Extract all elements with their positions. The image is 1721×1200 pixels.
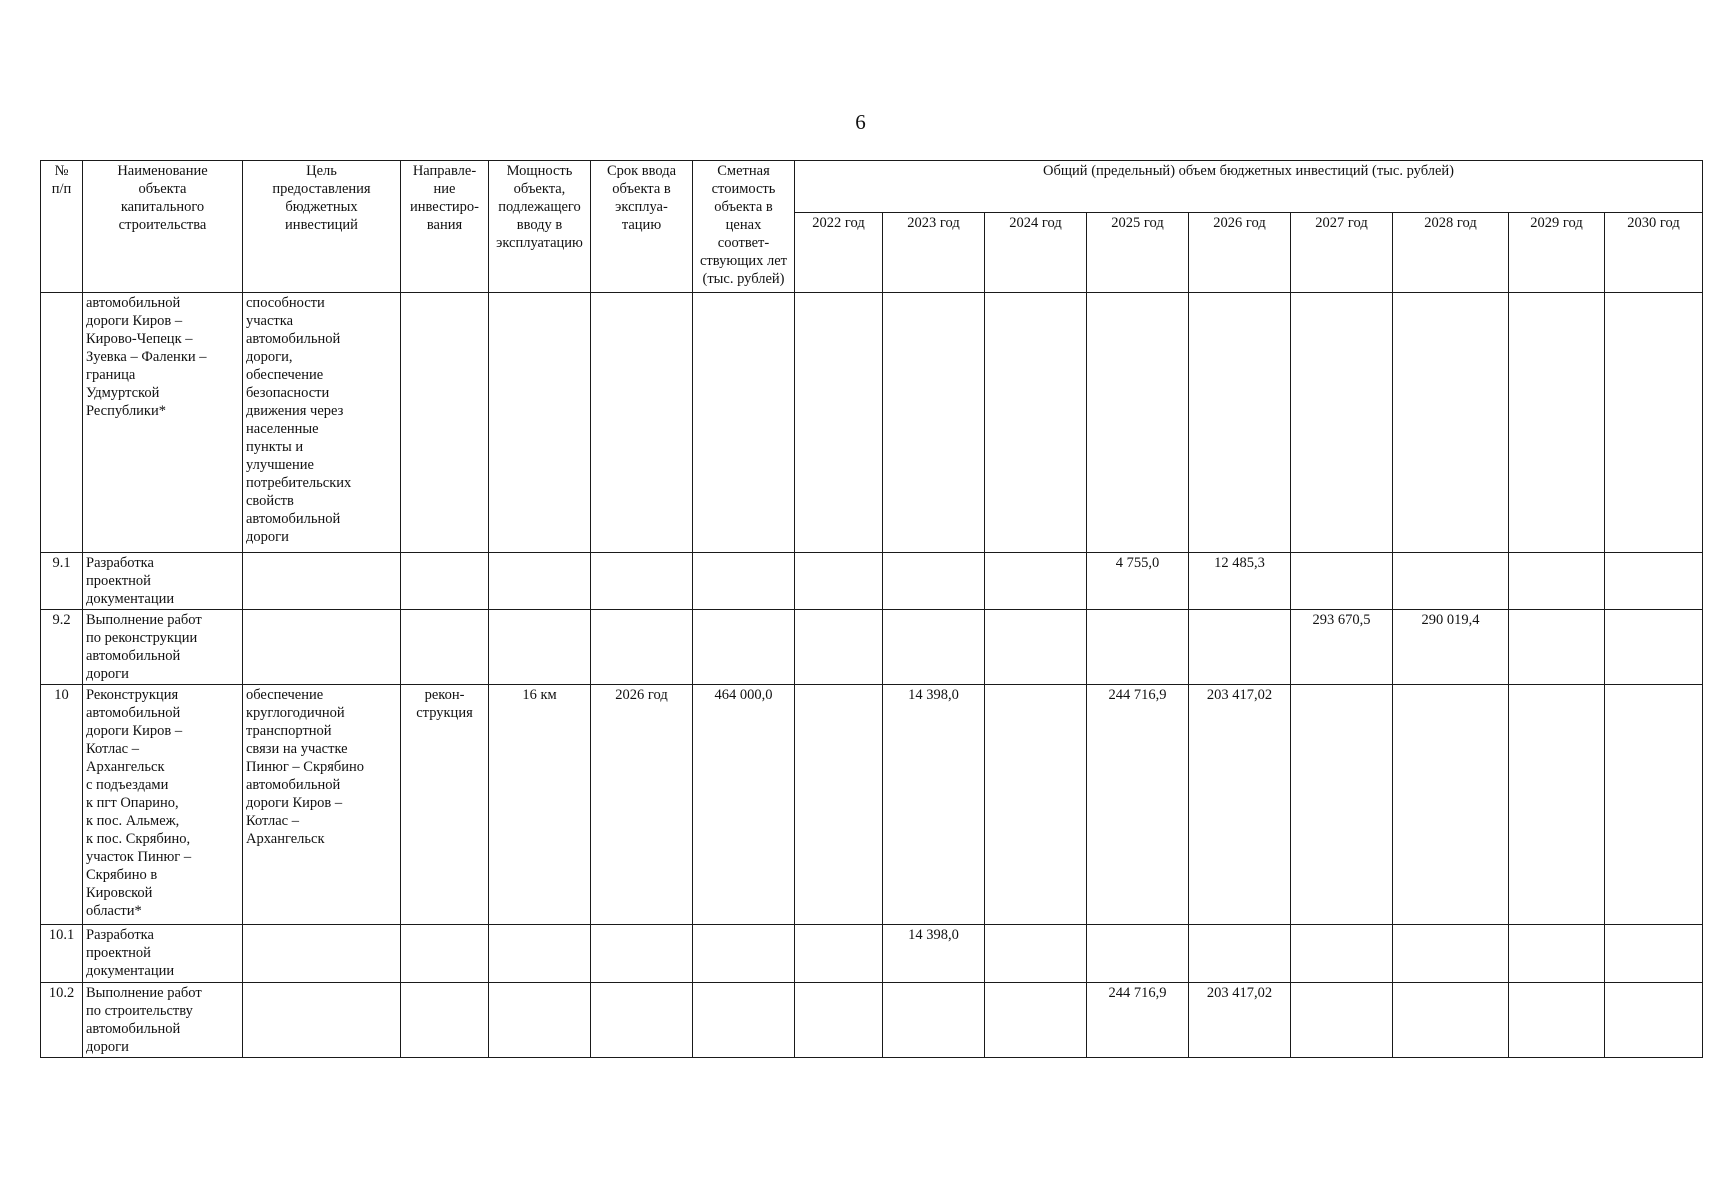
year-value-cell xyxy=(1605,925,1703,983)
year-value-cell xyxy=(1087,925,1189,983)
year-value-cell xyxy=(1393,685,1509,925)
table-row xyxy=(41,553,1703,610)
year-value-cell xyxy=(1087,293,1189,553)
investment-goal-cell xyxy=(243,925,401,983)
table-row xyxy=(41,293,1703,553)
header-cost: Сметная стоимость объекта в ценах соответ- ствующих лет (тыс. рублей) xyxy=(693,161,795,293)
year-value-cell xyxy=(795,685,883,925)
investment-goal-cell xyxy=(243,610,401,685)
year-value-cell xyxy=(1291,553,1393,610)
page-number: 6 xyxy=(855,110,866,134)
object-capacity-cell xyxy=(489,983,591,1058)
year-value-cell xyxy=(795,983,883,1058)
object-name-cell: Разработка проектной документации xyxy=(83,925,243,983)
table-row xyxy=(41,925,1703,983)
investment-direction-cell xyxy=(401,983,489,1058)
object-capacity-cell: 16 км xyxy=(489,685,591,925)
year-value-cell xyxy=(1605,685,1703,925)
year-value-cell xyxy=(1189,925,1291,983)
row-number-cell: 9.2 xyxy=(41,610,83,685)
header-capacity: Мощность объекта, подлежащего вводу в эксплуатацию xyxy=(489,161,591,293)
year-value-cell: 293 670,5 xyxy=(1291,610,1393,685)
year-value-cell xyxy=(1509,983,1605,1058)
year-value-cell: 244 716,9 xyxy=(1087,983,1189,1058)
header-term: Срок ввода объекта в эксплуа- тацию xyxy=(591,161,693,293)
object-capacity-cell xyxy=(489,553,591,610)
header-year: 2025 год xyxy=(1087,213,1189,293)
header-year: 2030 год xyxy=(1605,213,1703,293)
commissioning-term-cell: 2026 год xyxy=(591,685,693,925)
year-value-cell xyxy=(795,553,883,610)
table-row xyxy=(41,685,1703,925)
investment-goal-cell: обеспечение круглогодичной транспортной связи на участке Пинюг – Скрябино автомобильной дороги Киров – Котлас – Архангельск xyxy=(243,685,401,925)
object-name-cell: Выполнение работ по строительству автомобильной дороги xyxy=(83,983,243,1058)
year-value-cell xyxy=(883,610,985,685)
year-value-cell xyxy=(1605,983,1703,1058)
year-value-cell xyxy=(985,610,1087,685)
row-number-cell: 10.2 xyxy=(41,983,83,1058)
header-year: 2029 год xyxy=(1509,213,1605,293)
year-value-cell: 14 398,0 xyxy=(883,685,985,925)
object-capacity-cell xyxy=(489,610,591,685)
year-value-cell xyxy=(1291,925,1393,983)
header-num: № п/п xyxy=(41,161,83,293)
object-capacity-cell xyxy=(489,925,591,983)
header-year: 2026 год xyxy=(1189,213,1291,293)
year-value-cell xyxy=(1087,610,1189,685)
object-name-cell: автомобильной дороги Киров – Кирово-Чепецк – Зуевка – Фаленки – граница Удмуртской Республики* xyxy=(83,293,243,553)
header-year: 2022 год xyxy=(795,213,883,293)
year-value-cell xyxy=(1605,553,1703,610)
header-goal: Цель предоставления бюджетных инвестиций xyxy=(243,161,401,293)
table-row xyxy=(41,983,1703,1058)
estimated-cost-cell xyxy=(693,925,795,983)
year-value-cell: 203 417,02 xyxy=(1189,983,1291,1058)
year-value-cell xyxy=(1291,685,1393,925)
year-value-cell: 244 716,9 xyxy=(1087,685,1189,925)
year-value-cell xyxy=(1393,553,1509,610)
year-value-cell xyxy=(1509,685,1605,925)
year-value-cell xyxy=(1393,293,1509,553)
estimated-cost-cell xyxy=(693,983,795,1058)
year-value-cell xyxy=(1509,293,1605,553)
commissioning-term-cell xyxy=(591,925,693,983)
object-capacity-cell xyxy=(489,293,591,553)
budget-investment-table xyxy=(40,160,1703,1058)
investment-direction-cell xyxy=(401,293,489,553)
estimated-cost-cell xyxy=(693,293,795,553)
year-value-cell: 4 755,0 xyxy=(1087,553,1189,610)
investment-goal-cell xyxy=(243,553,401,610)
year-value-cell: 203 417,02 xyxy=(1189,685,1291,925)
year-value-cell: 14 398,0 xyxy=(883,925,985,983)
header-year: 2028 год xyxy=(1393,213,1509,293)
row-number-cell: 9.1 xyxy=(41,553,83,610)
header-year: 2024 год xyxy=(985,213,1087,293)
investment-goal-cell xyxy=(243,983,401,1058)
investment-goal-cell: способности участка автомобильной дороги, обеспечение безопасности движения через населенные пункты и улучшение потребительских свойств автомобильной дороги xyxy=(243,293,401,553)
header-year: 2027 год xyxy=(1291,213,1393,293)
year-value-cell xyxy=(985,685,1087,925)
year-value-cell xyxy=(883,293,985,553)
header-year: 2023 год xyxy=(883,213,985,293)
header-direction: Направле- ние инвестиро- вания xyxy=(401,161,489,293)
year-value-cell xyxy=(985,553,1087,610)
commissioning-term-cell xyxy=(591,553,693,610)
year-value-cell xyxy=(795,610,883,685)
estimated-cost-cell xyxy=(693,610,795,685)
estimated-cost-cell: 464 000,0 xyxy=(693,685,795,925)
year-value-cell xyxy=(985,293,1087,553)
year-value-cell xyxy=(1393,925,1509,983)
commissioning-term-cell xyxy=(591,610,693,685)
year-value-cell xyxy=(985,925,1087,983)
investment-direction-cell xyxy=(401,925,489,983)
year-value-cell xyxy=(1509,925,1605,983)
commissioning-term-cell xyxy=(591,983,693,1058)
object-name-cell: Разработка проектной документации xyxy=(83,553,243,610)
year-value-cell xyxy=(1189,610,1291,685)
year-value-cell xyxy=(795,293,883,553)
year-value-cell xyxy=(985,983,1087,1058)
year-value-cell xyxy=(1509,610,1605,685)
estimated-cost-cell xyxy=(693,553,795,610)
year-value-cell xyxy=(1605,293,1703,553)
year-value-cell xyxy=(1189,293,1291,553)
row-number-cell xyxy=(41,293,83,553)
investment-direction-cell xyxy=(401,553,489,610)
year-value-cell xyxy=(1393,983,1509,1058)
row-number-cell: 10 xyxy=(41,685,83,925)
year-value-cell xyxy=(1605,610,1703,685)
row-number-cell: 10.1 xyxy=(41,925,83,983)
header-name: Наименование объекта капитального строительства xyxy=(83,161,243,293)
year-value-cell xyxy=(883,983,985,1058)
investment-direction-cell xyxy=(401,610,489,685)
year-value-cell xyxy=(883,553,985,610)
object-name-cell: Реконструкция автомобильной дороги Киров – Котлас – Архангельск с подъездами к пгт Опарино, к пос. Альмеж, к пос. Скрябино, участок Пинюг – Скрябино в Кировской области* xyxy=(83,685,243,925)
investment-direction-cell: рекон- струкция xyxy=(401,685,489,925)
year-value-cell xyxy=(1509,553,1605,610)
table-row xyxy=(41,610,1703,685)
header-total-investment: Общий (предельный) объем бюджетных инвестиций (тыс. рублей) xyxy=(795,161,1703,213)
year-value-cell: 12 485,3 xyxy=(1189,553,1291,610)
year-value-cell xyxy=(1291,293,1393,553)
commissioning-term-cell xyxy=(591,293,693,553)
year-value-cell: 290 019,4 xyxy=(1393,610,1509,685)
object-name-cell: Выполнение работ по реконструкции автомобильной дороги xyxy=(83,610,243,685)
year-value-cell xyxy=(1291,983,1393,1058)
year-value-cell xyxy=(795,925,883,983)
